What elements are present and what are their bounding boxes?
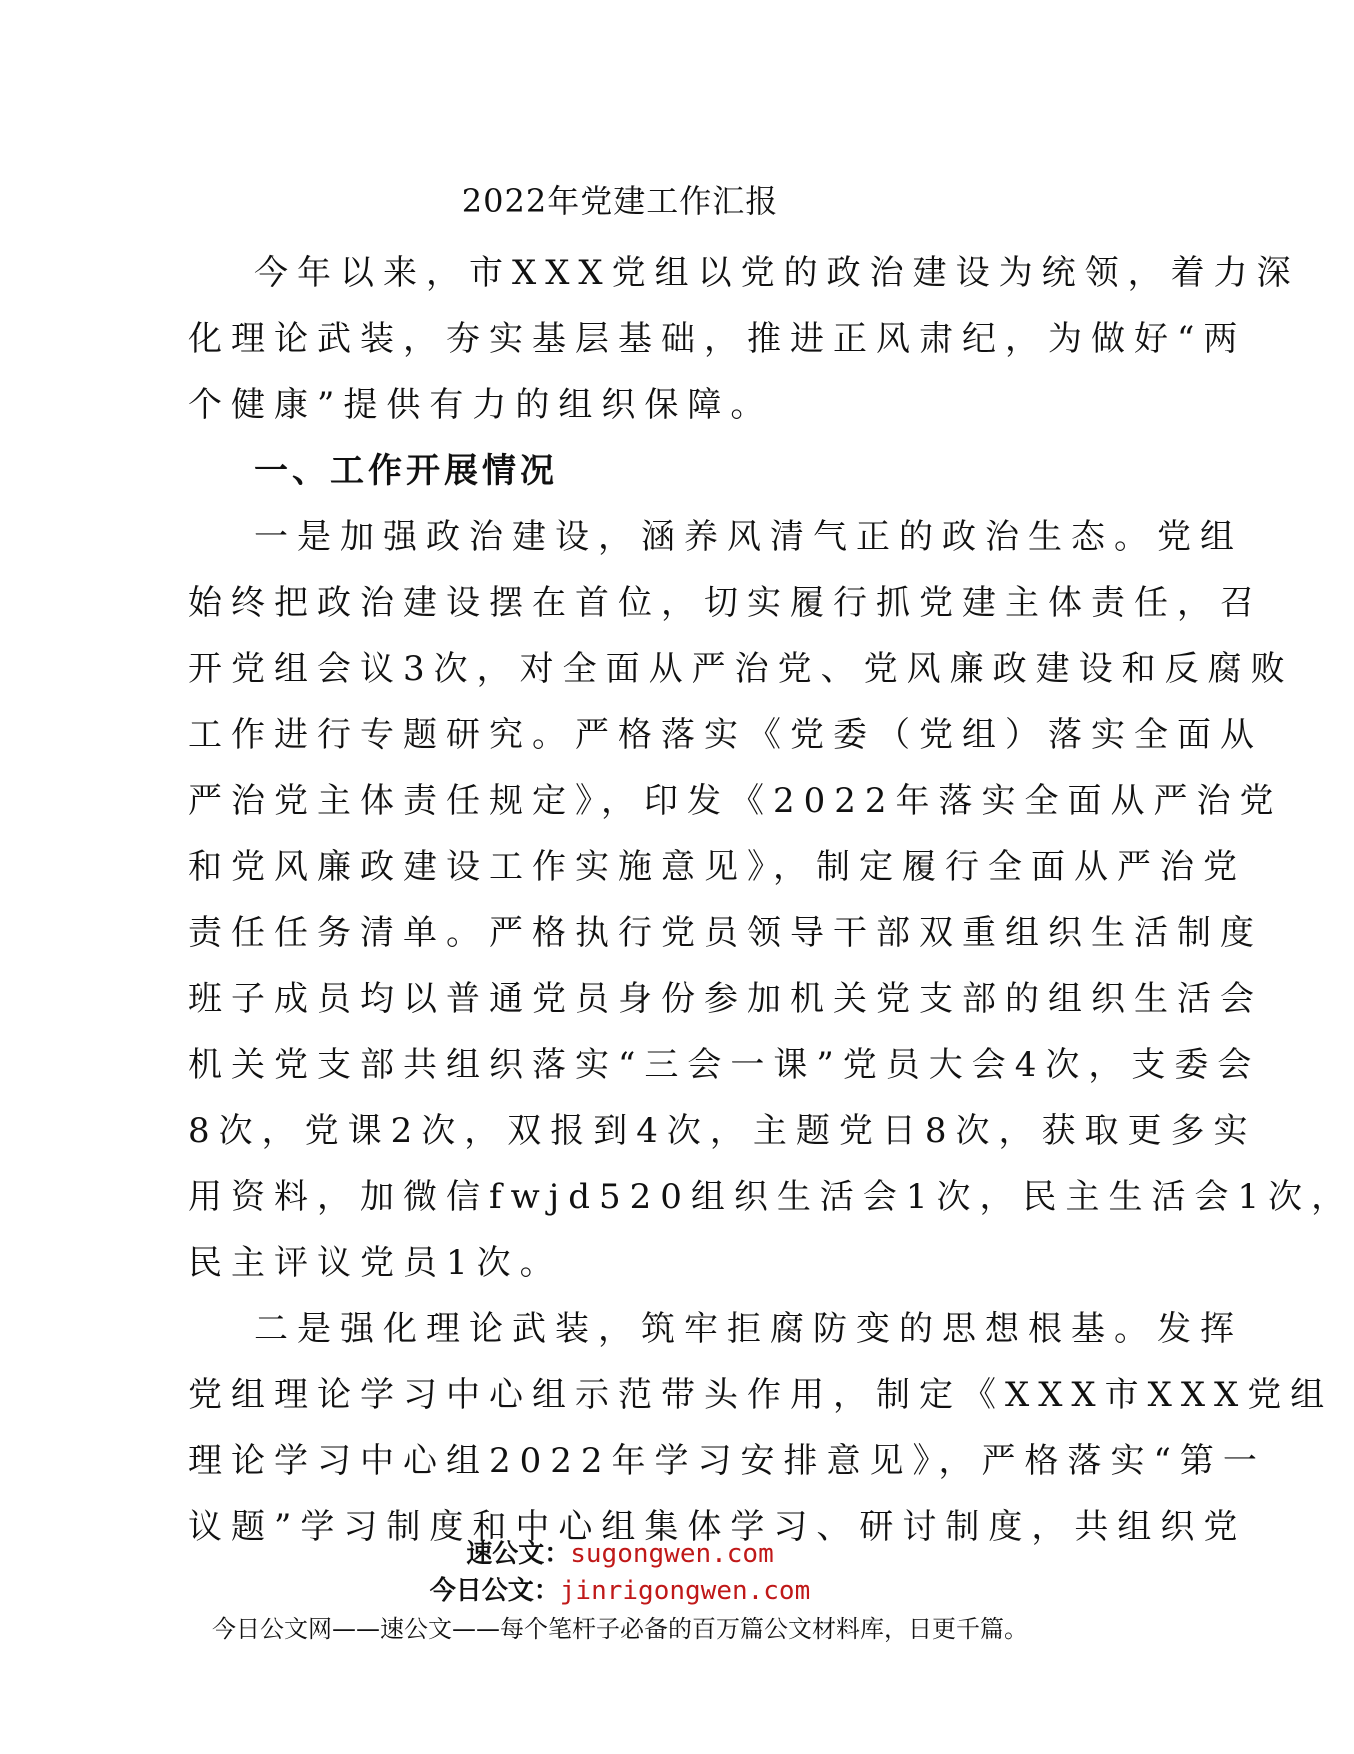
document-body (188, 240, 1354, 1560)
paragraph-political-line: 始终把政治建设摆在首位，切实履行抓党建主体责任，召 (188, 583, 1263, 623)
paragraph-political-line: 机关党支部共组织落实“三会一课”党员大会4次，支委会 (188, 1045, 1261, 1085)
document-title: 2022年党建工作汇报 (461, 182, 779, 220)
paragraph-political-line: 开党组会议3次，对全面从严治党、党风廉政建设和反腐败 (188, 649, 1294, 689)
footer-link-sugongwen[interactable]: sugongwen.com (570, 1539, 774, 1569)
footer-sugongwen (0, 1536, 1240, 1572)
paragraph-theory-line: 二是强化理论武装，筑牢拒腐防变的思想根基。发挥 (254, 1309, 1243, 1349)
paragraph-political-line: 工作进行专题研究。严格落实《党委（党组）落实全面从 (188, 715, 1263, 755)
section-heading: 一、工作开展情况 (254, 451, 558, 491)
paragraph-intro-line: 化理论武装，夯实基层基础，推进正风肃纪，为做好“两 (188, 319, 1247, 359)
footer-tagline: 今日公文网——速公文——每个笔杆子必备的百万篇公文材料库，日更千篇。 (212, 1615, 1028, 1643)
footer-link-jinrigongwen[interactable]: jinrigongwen.com (559, 1576, 811, 1606)
paragraph-political-line: 责任任务清单。严格执行党员领导干部双重组织生活制度 (188, 913, 1263, 953)
paragraph-political-line: 和党风廉政建设工作实施意见》，制定履行全面从严治党 (188, 847, 1246, 887)
paragraph-theory-line: 理论学习中心组2022年学习安排意见》，严格落实“第一 (188, 1441, 1266, 1481)
footer-label: 今日公文： (429, 1576, 560, 1606)
paragraph-political-line: 民主评议党员1次。 (188, 1243, 563, 1283)
footer-label: 速公文： (466, 1539, 571, 1569)
paragraph-political-line: 用资料，加微信fwjd520组织生活会1次，民主生活会1次， (188, 1177, 1354, 1217)
paragraph-political-line: 班子成员均以普通党员身份参加机关党支部的组织生活会 (188, 979, 1263, 1019)
paragraph-theory-line: 议题”学习制度和中心组集体学习、研讨制度，共组织党 (188, 1507, 1247, 1547)
paragraph-intro-line: 个健康”提供有力的组织保障。 (188, 385, 774, 425)
paragraph-political-line: 一是加强政治建设，涵养风清气正的政治生态。党组 (254, 517, 1243, 557)
paragraph-political-line: 8次，党课2次，双报到4次，主题党日8次，获取更多实 (188, 1111, 1257, 1151)
paragraph-political-line: 严治党主体责任规定》，印发《2022年落实全面从严治党 (188, 781, 1283, 821)
paragraph-theory-line: 党组理论学习中心组示范带头作用，制定《XXX市XXX党组 (188, 1375, 1334, 1415)
paragraph-intro-line: 今年以来，市XXX党组以党的政治建设为统领，着力深 (254, 253, 1300, 293)
footer-jinrigongwen (0, 1573, 1240, 1609)
